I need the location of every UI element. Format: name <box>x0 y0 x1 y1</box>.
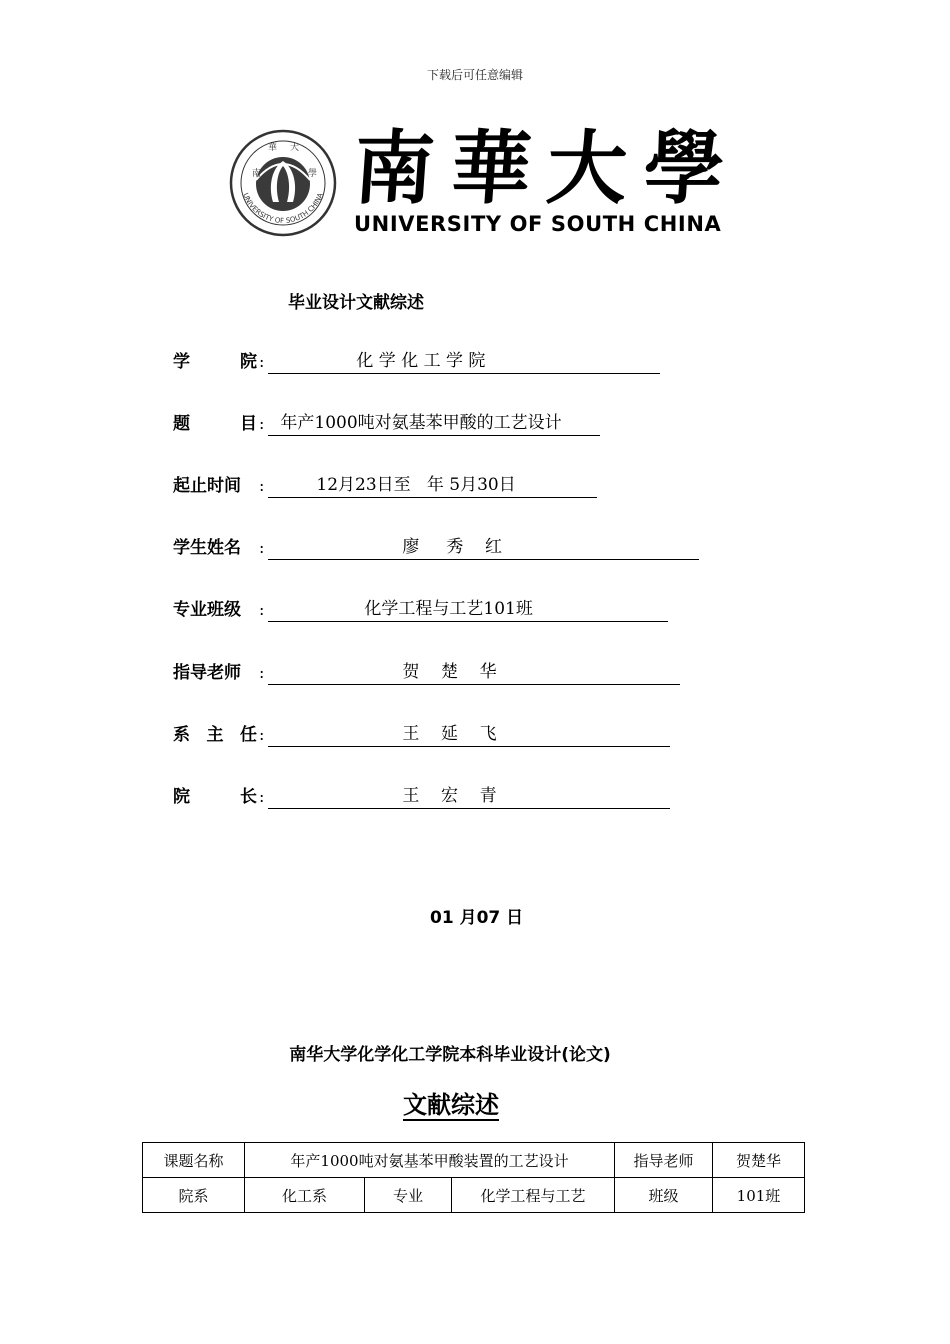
table-cell: 化学工程与工艺 <box>452 1178 615 1213</box>
field-value: 贺 楚 华 <box>402 662 497 682</box>
field-label: 系 主 任 <box>173 725 257 745</box>
field-value: 化 学 化 工 学 院 <box>356 351 486 371</box>
svg-text:華: 華 <box>268 143 278 153</box>
field-label: 学 院 <box>173 352 257 372</box>
university-seal-logo <box>228 128 338 238</box>
field-value: 年产1000吨对氨基苯甲酸的工艺设计 <box>280 413 562 433</box>
field-label: 题 目 <box>173 414 257 434</box>
section-subtitle: 南华大学化学化工学院本科毕业设计(论文) <box>289 1045 611 1065</box>
table-cell: 班级 <box>615 1178 713 1213</box>
field-label: 学生姓名 <box>173 538 241 558</box>
cover-title: 毕业设计文献综述 <box>288 293 424 313</box>
svg-text:學: 學 <box>308 169 318 179</box>
field-college: 学 院 : 化 学 化 工 学 院 <box>173 348 660 374</box>
table-cell: 院系 <box>143 1178 245 1213</box>
svg-text:大: 大 <box>290 143 300 153</box>
logo-char: 南 <box>350 121 438 215</box>
field-department-head: 系 主 任 : 王 延 飞 <box>173 721 670 747</box>
header-note: 下载后可任意编辑 <box>426 68 523 82</box>
table-cell: 年产1000吨对氨基苯甲酸装置的工艺设计 <box>245 1143 615 1178</box>
field-topic: 题 目 : 年产1000吨对氨基苯甲酸的工艺设计 <box>173 410 600 436</box>
field-label: 专业班级 <box>173 600 241 620</box>
section-title: 文献综述 <box>403 1091 499 1119</box>
table-cell: 课题名称 <box>143 1143 245 1178</box>
field-value-line <box>268 722 670 747</box>
field-value: 化学工程与工艺101班 <box>364 599 533 619</box>
field-advisor: 指导老师 : 贺 楚 华 <box>173 659 680 685</box>
field-label: 起止时间 <box>173 476 241 496</box>
logo-char: 學 <box>640 121 728 215</box>
table-cell: 贺楚华 <box>713 1143 805 1178</box>
field-value-line <box>268 411 600 436</box>
field-value-line <box>268 473 597 498</box>
university-name-chinese <box>350 120 728 216</box>
table-cell: 专业 <box>365 1178 452 1213</box>
table-cell: 化工系 <box>245 1178 365 1213</box>
svg-text:UNIVERSITY OF SOUTH CHINA: UNIVERSITY OF SOUTH CHINA <box>241 191 325 225</box>
info-table <box>142 1142 805 1213</box>
svg-text:南: 南 <box>252 169 262 179</box>
field-value: 王 宏 青 <box>402 786 497 806</box>
field-label: 指导老师 <box>173 663 241 683</box>
field-value-line <box>268 784 670 809</box>
table-row <box>143 1143 805 1178</box>
logo-char: 大 <box>544 121 631 215</box>
field-student-name: 学生姓名 : 廖 秀 红 <box>173 534 699 560</box>
university-name-english: UNIVERSITY OF SOUTH CHINA <box>354 212 722 236</box>
field-value: 王 延 飞 <box>402 724 497 744</box>
field-value-line <box>268 535 699 560</box>
field-value-line <box>268 660 680 685</box>
field-value: 12月23日至 年 5月30日 <box>316 475 516 495</box>
field-class: 专业班级 : 化学工程与工艺101班 <box>173 596 668 622</box>
table-cell: 101班 <box>713 1178 805 1213</box>
field-label: 院 长 <box>173 787 257 807</box>
field-value-line <box>268 597 668 622</box>
table-row <box>143 1178 805 1213</box>
field-value: 廖 秀 红 <box>402 537 503 557</box>
cover-date: 01 月07 日 <box>430 908 524 928</box>
field-period: 起止时间 : 12月23日至 年 5月30日 <box>173 472 597 498</box>
logo-char: 華 <box>447 121 534 215</box>
field-value-line <box>268 349 660 374</box>
table-cell: 指导老师 <box>615 1143 713 1178</box>
field-dean: 院 长 : 王 宏 青 <box>173 783 670 809</box>
